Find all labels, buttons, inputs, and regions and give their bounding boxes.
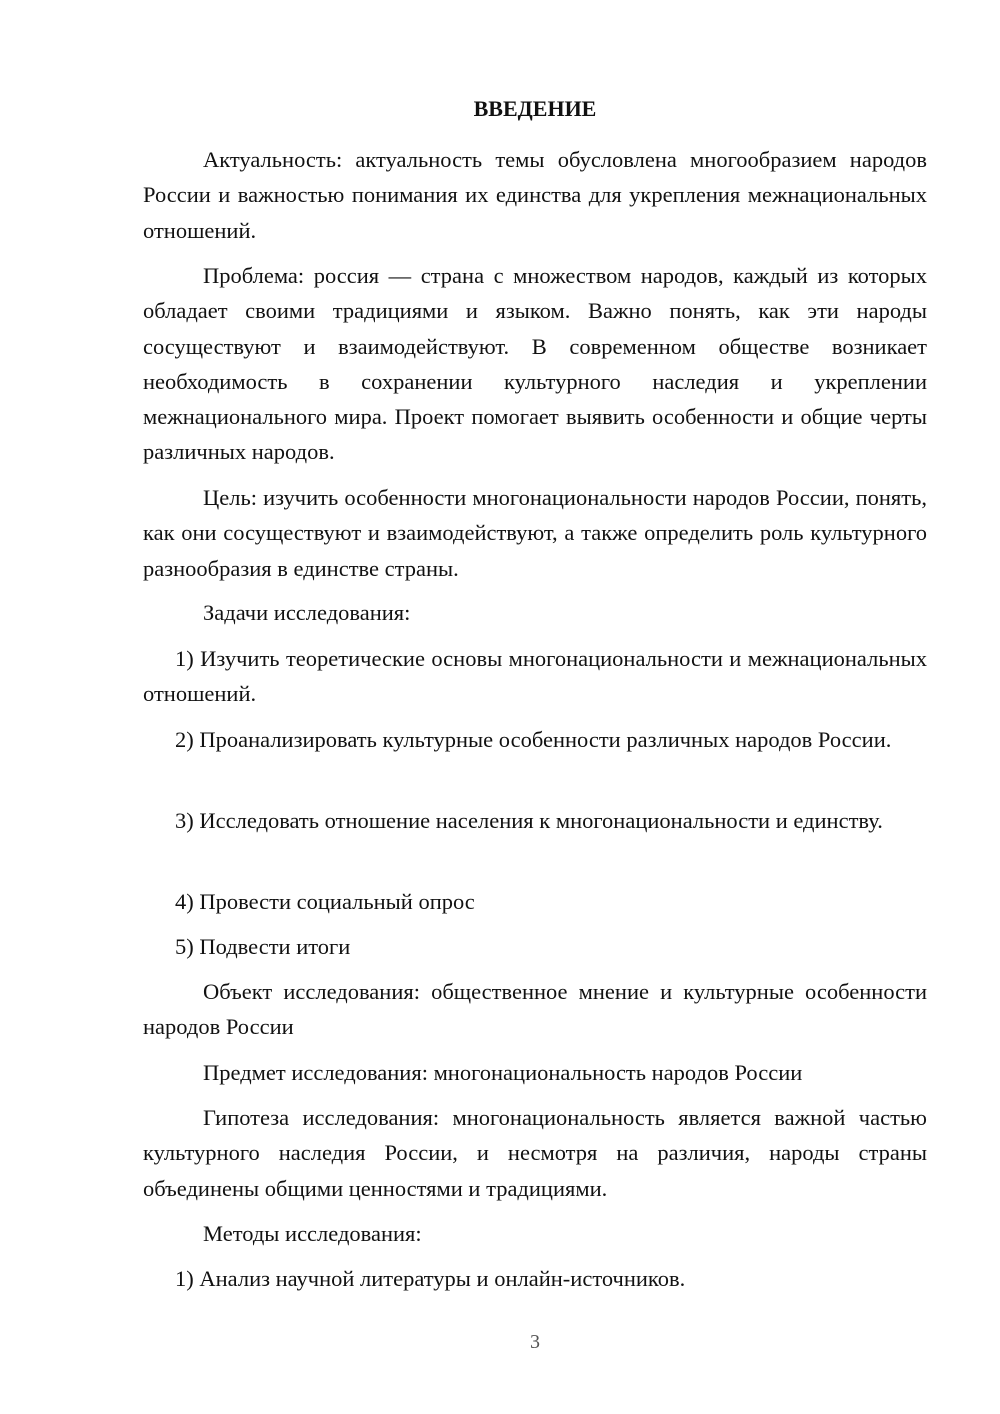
tasks-heading: Задачи исследования: (203, 600, 411, 625)
paragraph-relevance: Актуальность: актуальность темы обусловлена многообразием народов России и важностью понимания их единства для укрепления межнациональных отношений. (143, 147, 927, 243)
paragraph-subject: Предмет исследования: многонациональность народов России (203, 1060, 803, 1085)
task-item-1: 1) Изучить теоретические основы многонациональности и межнациональных отношений. (143, 646, 927, 707)
paragraph-hypothesis: Гипотеза исследования: многонациональность является важной частью культурного наследия России, и несмотря на различия, народы страны объединены общими ценностями и традициями. (143, 1105, 927, 1201)
paragraph-object: Объект исследования: общественное мнение и культурные особенности народов России (143, 979, 927, 1040)
paragraph-goal: Цель: изучить особенности многонациональности народов России, понять, как они сосуществуют и взаимодействуют, а также определить роль культурного разнообразия в единстве страны. (143, 485, 927, 581)
task-item-2: 2) Проанализировать культурные особенности различных народов России. (175, 727, 892, 752)
paragraph-problem: Проблема: россия — страна с множеством народов, каждый из которых обладает своими традициями и языком. Важно понять, как эти народы сосуществуют и взаимодействуют. В современном обществе возникает необходимость в сохранении культурного наследия и укреплении межнационального мира. Проект помогает выявить особенности и общие черты различных народов. (143, 263, 927, 465)
task-item-4: 4) Провести социальный опрос (175, 889, 475, 914)
section-title: ВВЕДЕНИЕ (473, 96, 597, 121)
page-number: 3 (530, 1331, 540, 1353)
task-item-5: 5) Подвести итоги (175, 934, 351, 959)
method-item-1: 1) Анализ научной литературы и онлайн-источников. (175, 1266, 686, 1291)
methods-heading: Методы исследования: (203, 1221, 422, 1246)
task-item-3: 3) Исследовать отношение населения к многонациональности и единству. (175, 808, 883, 833)
